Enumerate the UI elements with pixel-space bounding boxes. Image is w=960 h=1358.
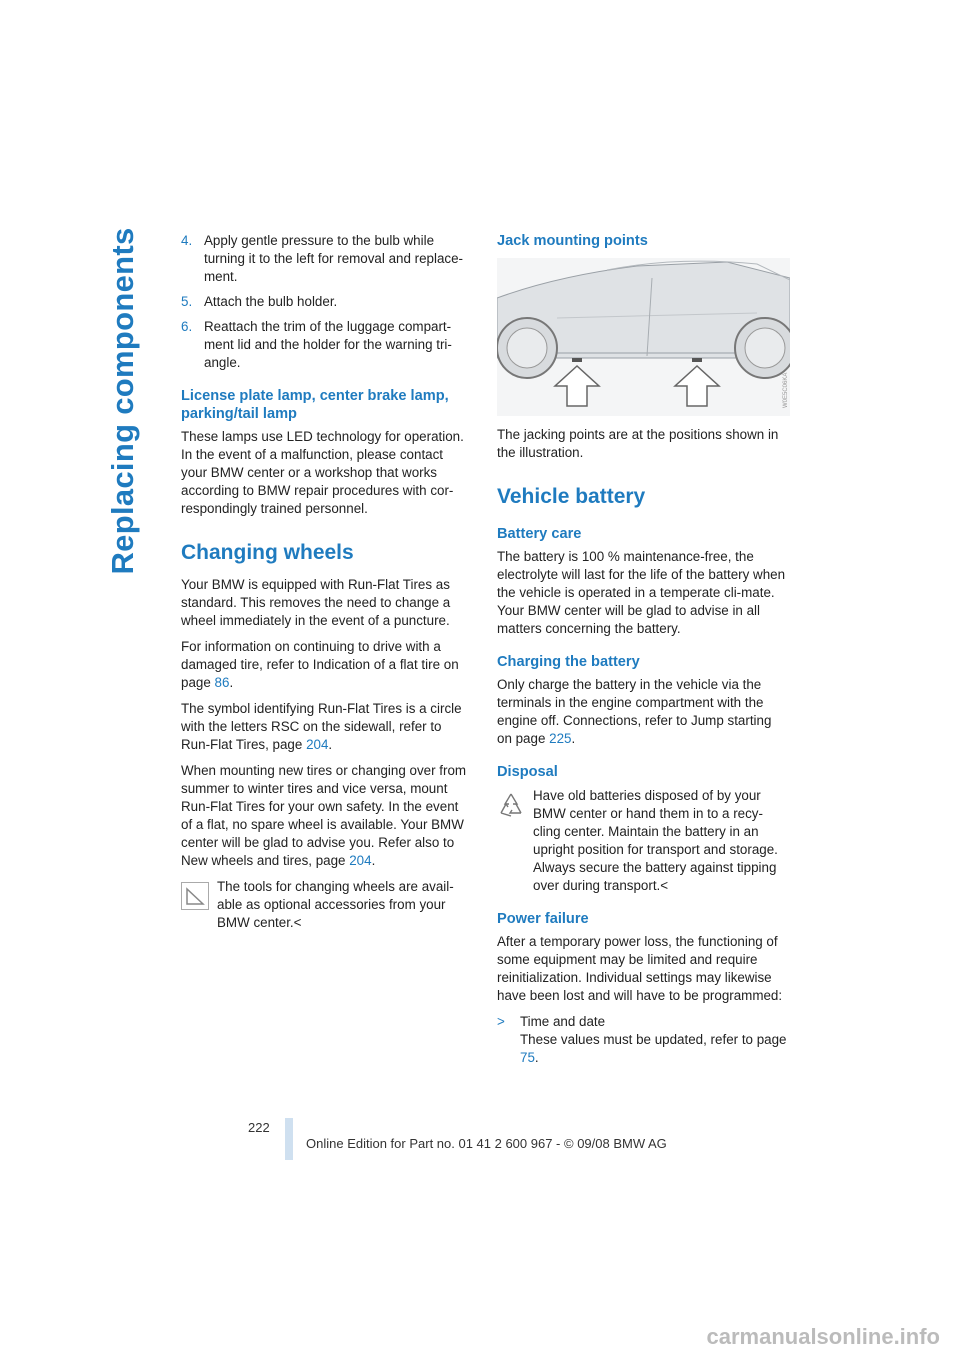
footer-bar [285,1118,293,1160]
step-number: 4. [181,233,193,248]
battery-care-text: The battery is 100 % maintenance-free, the electrolyte will last for the life of the battery when the vehicle is operated in a temperate cli-mate. Your BMW center will be glad to advise in all matters concerning the battery. [497,549,786,636]
bullet-title: Time and date [520,1014,606,1029]
note-icon [181,882,209,910]
note-end-mark: < [293,915,302,930]
page-number: 222 [248,1120,270,1135]
disposal-text: Have old batteries disposed of by your BMW center or hand them in to a recy-cling center. Maintain the battery in an upright position for transport and storage. Always secure the battery against tipping over during transport. [533,788,778,893]
right-column [497,232,790,1067]
wheels-paragraph-2: For information on continuing to drive with a damaged tire, refer to Indication of a flat tire on page 86. [181,639,459,690]
step-number: 6. [181,319,193,334]
step-text: Attach the bulb holder. [204,294,338,309]
figure-code: W0E5C06KA [783,372,789,408]
chapter-title-text: Replacing components [105,227,140,575]
wheels-paragraph-3-text: The symbol identifying Run-Flat Tires is a circle with the letters RSC on the sidewall, refer to Run-Flat Tires, page [181,701,462,752]
power-failure-list [497,1013,790,1067]
license-plate-lamp-text: These lamps use LED technology for operation. In the event of a malfunction, please contact your BMW center or a workshop that works according to BMW repair procedures with cor-respondingly trained personnel. [181,429,464,516]
step-item [181,293,471,311]
step-number: 5. [181,294,193,309]
bullet-body: These values must be updated, refer to page 75. [520,1032,787,1065]
wheels-paragraph-2-text: For information on continuing to drive with a damaged tire, refer to Indication of a flat tire on page [181,639,459,690]
step-item [181,318,471,372]
note-block [181,878,471,932]
recycle-icon [497,791,525,819]
step-item [181,232,471,286]
changing-wheels-heading: Changing wheels [181,541,354,564]
wheels-paragraph-3: The symbol identifying Run-Flat Tires is a circle with the letters RSC on the sidewall, refer to Run-Flat Tires, page 204. [181,701,462,752]
charging-text-paragraph: Only charge the battery in the vehicle via the terminals in the engine compartment with the engine off. Connections, refer to Jump starting on page 225. [497,677,772,746]
charging-heading: Charging the battery [497,654,640,670]
bullet-marker: > [497,1014,505,1029]
page-link-86[interactable]: 86 [214,675,230,690]
note-text: The tools for changing wheels are avail-able as optional accessories from your BMW center. [217,879,454,930]
license-plate-lamp-heading: License plate lamp, center brake lamp, parking/tail lamp [181,388,449,422]
jack-text: The jacking points are at the positions shown in the illustration. [497,427,779,460]
page-link-204[interactable]: 204 [306,737,329,752]
wheels-paragraph-1: Your BMW is equipped with Run-Flat Tires as standard. This removes the need to change a wheel immediately in the event of a puncture. [181,577,451,628]
disposal-note [497,787,790,895]
wheels-paragraph-4: When mounting new tires or changing over from summer to winter tires and vice versa, mount Run-Flat Tires for your own safety. In the event of a flat, no spare wheel is available. Your BMW center will be glad to advise you. Refer also to New wheels and tires, page 204. [181,763,467,868]
disposal-end-mark: < [660,878,669,893]
sidebar-chapter-title [78,227,168,575]
bullet-text: These values must be updated, refer to page [520,1032,787,1047]
vehicle-battery-heading: Vehicle battery [497,485,646,508]
power-failure-heading: Power failure [497,911,589,927]
charging-text: Only charge the battery in the vehicle via the terminals in the engine compartment with the engine off. Connections, refer to Jump starting on page [497,677,772,746]
page-link-204-b[interactable]: 204 [349,853,372,868]
left-column [181,232,471,932]
step-list [181,232,471,372]
step-text: Apply gentle pressure to the bulb while turning it to the left for removal and replace-ment. [204,233,464,284]
battery-care-heading: Battery care [497,526,582,542]
page-link-225[interactable]: 225 [549,731,572,746]
step-text: Reattach the trim of the luggage compart-ment lid and the holder for the warning tri-angle. [204,319,452,370]
disposal-heading: Disposal [497,764,558,780]
footer-edition: Online Edition for Part no. 01 41 2 600 967 - © 09/08 BMW AG [306,1136,667,1151]
watermark: carmanualsonline.info [706,1324,940,1349]
jack-mounting-heading: Jack mounting points [497,233,648,249]
list-item [497,1013,790,1067]
car-side-illustration [497,258,790,416]
wheels-paragraph-4-text: When mounting new tires or changing over from summer to winter tires and vice versa, mount Run-Flat Tires for your own safety. In the event of a flat, no spare wheel is available. Your BMW center will be glad to advise you. Refer also to New wheels and tires, page [181,763,467,868]
power-failure-text: After a temporary power loss, the functioning of some equipment may be limited and require reinitialization. Individual settings may likewise have been lost and will have to be programmed: [497,934,783,1003]
jack-points-illustration [497,258,790,416]
page-link-75[interactable]: 75 [520,1050,535,1065]
